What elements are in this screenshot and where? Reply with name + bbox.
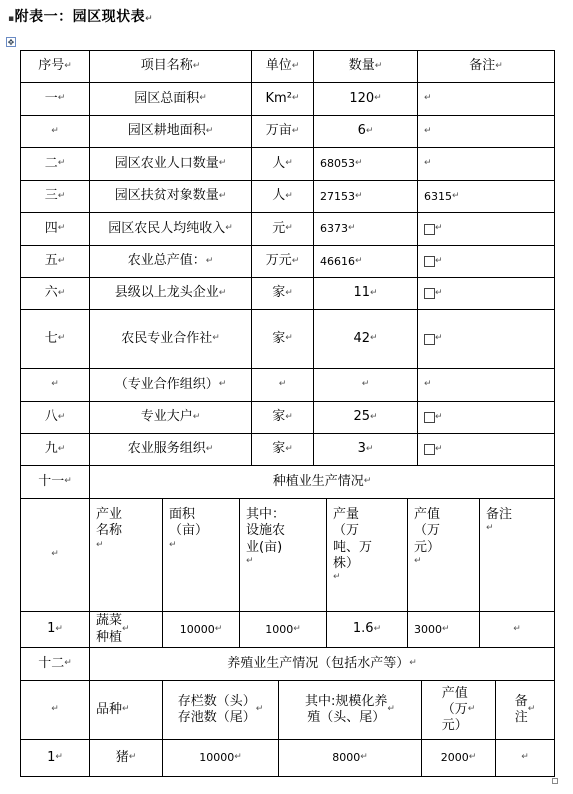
row-no-text: 六	[44, 285, 58, 301]
paragraph-mark-icon: ↵	[51, 549, 59, 560]
title-text: 附表一：园区现状表	[14, 9, 146, 25]
row-item-name	[89, 433, 252, 466]
planting-header-note	[479, 498, 555, 612]
row-item-name-text: 农业总产值：	[127, 253, 206, 269]
breeding-header-stock-line: 存栏数（头）	[177, 693, 256, 709]
paragraph-mark-icon: ↵	[293, 623, 301, 634]
row-no-text: 一	[44, 90, 58, 106]
row-quantity	[313, 212, 418, 246]
row-quantity	[313, 115, 418, 148]
header-item-name-text: 项目名称	[140, 58, 193, 74]
section-breeding-title	[89, 647, 555, 681]
row-item-name-text: 园区扶贫对象数量	[114, 188, 219, 204]
breeding-header-scale-line: 殖（头、尾）	[307, 710, 386, 725]
row-unit	[251, 115, 314, 148]
planting-header-area-line: （亩）	[169, 523, 209, 539]
row-item-name-text: （专业合作组织）	[114, 376, 219, 392]
paragraph-mark-icon: ↵	[360, 752, 368, 763]
breeding-header-note	[495, 680, 555, 740]
breeding-row-value	[421, 739, 496, 777]
planting-header-output-line: （万	[333, 523, 360, 539]
breeding-header-note-text	[515, 694, 528, 727]
paragraph-mark-icon: ↵	[218, 379, 227, 390]
planting-header-note-line: 备注	[486, 507, 513, 522]
table-move-handle-icon[interactable]: ✥	[7, 38, 15, 47]
planting-header-facility-line: 设施农	[246, 523, 286, 539]
paragraph-mark-icon: ↵	[355, 190, 363, 201]
breeding-row-scale	[278, 739, 422, 777]
row-quantity-text: 120	[349, 90, 375, 106]
row-unit-text: 家	[272, 441, 286, 457]
header-unit-text: 单位	[265, 58, 292, 74]
paragraph-mark-icon: ↵	[374, 60, 383, 71]
planting-row-industry-text	[96, 613, 122, 646]
planting-header-output	[326, 498, 408, 612]
row-no-text: 五	[44, 253, 58, 269]
row-unit-text: 家	[272, 285, 286, 301]
planting-row-facility-text: 1000	[265, 622, 294, 636]
breeding-row-scale-text: 8000	[332, 751, 361, 765]
paragraph-mark-icon: ↵	[214, 623, 223, 634]
paragraph-mark-icon: ↵	[374, 93, 382, 104]
paragraph-mark-icon: ↵	[246, 555, 254, 566]
row-note	[417, 180, 555, 213]
planting-header-value-line: （万	[414, 523, 441, 539]
paragraph-mark-icon: ↵	[285, 411, 293, 422]
row-no	[20, 433, 90, 466]
paragraph-mark-icon: ↵	[365, 125, 374, 136]
breeding-header-value-line: （万	[441, 701, 468, 717]
planting-header-industry	[89, 498, 163, 612]
paragraph-mark-icon: ↵	[435, 333, 443, 344]
paragraph-mark-icon: ↵	[64, 476, 72, 487]
row-note	[417, 433, 555, 466]
row-item-name	[89, 309, 252, 369]
header-note-text: 备注	[469, 58, 496, 74]
breeding-header-note-line: 备	[514, 693, 528, 709]
row-no	[20, 368, 90, 402]
row-item-name	[89, 368, 252, 402]
paragraph-mark-icon: ↵	[333, 572, 341, 582]
breeding-header-stock-text	[178, 694, 256, 727]
paragraph-mark-icon: ↵	[285, 190, 293, 201]
paragraph-mark-icon: ↵	[199, 93, 207, 104]
row-quantity-text: 68053	[320, 157, 355, 171]
planting-header-industry-line: 产业	[96, 507, 123, 522]
paragraph-mark-icon: ↵	[192, 60, 201, 71]
row-unit	[251, 401, 314, 434]
paragraph-mark-icon: ↵	[363, 476, 372, 487]
planting-header-area-text	[169, 507, 208, 540]
row-unit-text: 元	[272, 220, 286, 236]
paragraph-mark-icon: ↵	[51, 379, 59, 390]
row-unit	[251, 277, 314, 310]
row-quantity	[313, 277, 418, 310]
row-quantity	[313, 368, 418, 402]
planting-row-industry	[89, 611, 163, 648]
paragraph-mark-icon: ↵	[205, 125, 214, 136]
paragraph-mark-icon: ↵	[205, 255, 214, 266]
row-unit	[251, 368, 314, 402]
row-note	[417, 147, 555, 181]
paragraph-mark-icon: ↵	[291, 125, 300, 136]
breeding-row-no-text: 1	[47, 749, 56, 765]
breeding-row-stock	[162, 739, 279, 777]
paragraph-mark-icon: ↵	[218, 190, 227, 201]
paragraph-mark-icon: ↵	[57, 333, 66, 344]
paragraph-mark-icon: ↵	[435, 443, 443, 454]
row-no	[20, 147, 90, 181]
breeding-header-kind-line: 品种	[96, 701, 123, 717]
paragraph-mark-icon: ↵	[64, 658, 72, 669]
paragraph-mark-icon: ↵	[424, 125, 432, 136]
planting-header-value-line: 元）	[414, 539, 441, 555]
row-note	[417, 212, 555, 246]
header-note	[417, 50, 555, 83]
breeding-header-note-line: 注	[514, 710, 528, 725]
planting-header-facility-line: 业(亩)	[246, 539, 283, 555]
section-breeding-no	[20, 647, 90, 681]
row-unit	[251, 309, 314, 369]
row-item-name	[89, 180, 252, 213]
breeding-header-stock	[162, 680, 279, 740]
row-no	[20, 115, 90, 148]
paragraph-mark-icon: ↵	[373, 623, 382, 634]
breeding-header-scale-text	[305, 694, 387, 727]
row-item-name	[89, 212, 252, 246]
row-item-name-text: 县级以上龙头企业	[114, 285, 219, 301]
breeding-header-stock-line: 存池数（尾）	[177, 710, 256, 725]
row-quantity-text: 27153	[320, 189, 355, 203]
checkbox-icon	[424, 412, 435, 423]
paragraph-mark-icon: ↵	[409, 658, 417, 669]
paragraph-mark-icon: ↵	[51, 704, 59, 715]
section-breeding-title-text: 养殖业生产情况（包括水产等）	[227, 655, 410, 671]
row-quantity	[313, 180, 418, 213]
row-item-name-text: 专业大户	[140, 409, 193, 425]
paragraph-mark-icon: ↵	[234, 752, 242, 763]
paragraph-mark-icon: ↵	[51, 125, 59, 136]
row-quantity-text: 6	[357, 123, 366, 139]
row-quantity	[313, 82, 418, 116]
planting-row-value	[407, 611, 480, 648]
paragraph-mark-icon: ↵	[285, 443, 293, 454]
paragraph-mark-icon: ↵	[64, 60, 72, 71]
paragraph-mark-icon: ↵	[365, 443, 374, 454]
paragraph-mark-icon: ↵	[424, 93, 432, 104]
table-resize-handle-icon[interactable]	[552, 778, 558, 784]
row-quantity	[313, 309, 418, 369]
row-unit	[251, 212, 314, 246]
planting-header-facility	[239, 498, 327, 612]
paragraph-mark-icon: ↵	[513, 623, 521, 634]
row-note	[417, 401, 555, 434]
planting-header-value-text	[414, 507, 440, 556]
row-no-text: 三	[44, 188, 58, 204]
planting-row-output-text: 1.6	[352, 621, 374, 637]
paragraph-mark-icon: ↵	[57, 93, 66, 104]
paragraph-mark-icon: ↵	[495, 60, 503, 71]
row-item-name	[89, 277, 252, 310]
paragraph-mark-icon: ↵	[370, 411, 378, 422]
row-item-name	[89, 82, 252, 116]
paragraph-mark-icon: ↵	[122, 704, 130, 715]
planting-row-note	[479, 611, 555, 648]
planting-header-facility-line: 其中：	[246, 507, 286, 522]
planting-header-output-line: 株）	[333, 555, 360, 571]
planting-header-industry-text	[96, 507, 122, 540]
row-item-name-text: 园区农民人均纯收入	[108, 220, 226, 236]
paragraph-mark-icon: ↵	[57, 223, 66, 234]
checkbox-icon	[424, 224, 435, 235]
breeding-header-seq	[20, 680, 90, 740]
paragraph-mark-icon: ↵	[57, 443, 66, 454]
paragraph-mark-icon: ↵	[291, 93, 300, 104]
paragraph-mark-icon: ↵	[486, 523, 494, 534]
paragraph-mark-icon: ↵	[435, 223, 443, 234]
row-quantity-text: 42	[353, 330, 370, 346]
planting-row-industry-line: 蔬菜	[96, 613, 123, 629]
paragraph-mark-icon: ↵	[387, 704, 395, 715]
breeding-header-kind	[89, 680, 163, 740]
paragraph-mark-icon: ↵	[278, 379, 287, 390]
breeding-row-value-text: 2000	[440, 751, 469, 765]
section-planting-title-text: 种植业生产情况	[272, 473, 364, 489]
row-unit-text: 万亩	[265, 123, 292, 139]
paragraph-mark-icon: ↵	[348, 223, 356, 234]
planting-header-output-line: 产量	[333, 507, 360, 522]
row-unit-text: 人	[272, 188, 286, 204]
row-item-name	[89, 115, 252, 148]
row-quantity	[313, 433, 418, 466]
section-breeding-no-text: 十二	[38, 655, 65, 671]
breeding-header-value	[421, 680, 496, 740]
section-planting-title	[89, 465, 555, 499]
row-no-text: 二	[44, 155, 58, 171]
paragraph-mark-icon: ↵	[212, 333, 220, 344]
paragraph-mark-icon: ↵	[225, 223, 233, 234]
planting-header-output-line: 吨、万	[333, 539, 373, 555]
paragraph-mark-icon: ↵	[452, 190, 460, 201]
page-title	[8, 6, 153, 26]
planting-row-area	[162, 611, 240, 648]
paragraph-mark-icon: ↵	[57, 190, 66, 201]
planting-row-area-text: 10000	[179, 622, 215, 636]
row-unit-text: 万元	[265, 253, 292, 269]
header-item-name	[89, 50, 252, 83]
paragraph-mark-icon: ↵	[527, 704, 536, 715]
row-unit	[251, 82, 314, 116]
paragraph-mark-icon: ↵	[435, 287, 443, 298]
row-unit-text: Km²	[265, 90, 292, 106]
row-item-name-text: 农民专业合作社	[121, 330, 213, 346]
row-item-name-text: 园区农业人口数量	[114, 155, 219, 171]
paragraph-mark-icon: ↵	[285, 333, 293, 344]
planting-header-area	[162, 498, 240, 612]
row-no-text: 七	[44, 330, 58, 346]
header-quantity-text: 数量	[348, 58, 375, 74]
planting-header-seq	[20, 498, 90, 612]
paragraph-mark-icon: ↵	[169, 539, 177, 550]
paragraph-mark-icon: ↵	[128, 752, 137, 763]
paragraph-mark-icon: ↵	[285, 287, 293, 298]
paragraph-mark-icon: ↵	[355, 158, 363, 169]
breeding-header-scale	[278, 680, 422, 740]
row-unit	[251, 433, 314, 466]
paragraph-mark-icon: ↵	[57, 411, 66, 422]
checkbox-icon	[424, 288, 435, 299]
planting-row-no	[20, 611, 90, 648]
planting-header-industry-line: 名称	[96, 523, 123, 539]
row-item-name	[89, 401, 252, 434]
row-note	[417, 115, 555, 148]
row-note	[417, 245, 555, 278]
checkbox-icon	[424, 256, 435, 267]
paragraph-mark-icon: ↵	[370, 287, 378, 298]
row-no	[20, 212, 90, 246]
paragraph-mark-icon: ↵	[468, 752, 477, 763]
paragraph-mark-icon: ↵	[57, 255, 66, 266]
planting-row-output	[326, 611, 408, 648]
row-quantity-text: 46616	[320, 254, 355, 268]
planting-row-industry-line: 种植	[96, 629, 123, 645]
header-seq	[20, 50, 90, 83]
breeding-header-value-line: 元）	[441, 718, 468, 734]
row-no	[20, 245, 90, 278]
planting-row-facility	[239, 611, 327, 648]
bullet-mark: ▪	[8, 14, 15, 24]
row-no	[20, 309, 90, 369]
row-note	[417, 82, 555, 116]
section-planting-no-text: 十一	[38, 473, 65, 489]
paragraph-mark-icon: ↵	[57, 158, 66, 169]
breeding-row-no	[20, 739, 90, 777]
row-item-name	[89, 245, 252, 278]
row-item-name-text: 农业服务组织	[127, 441, 206, 457]
paragraph-mark-icon: ↵	[218, 158, 227, 169]
breeding-row-note	[495, 739, 555, 777]
planting-header-area-line: 面积	[169, 507, 196, 522]
breeding-row-kind-text: 猪	[115, 749, 129, 765]
row-note	[417, 309, 555, 369]
paragraph-mark-icon: ↵	[355, 255, 363, 266]
row-item-name-text: 园区总面积	[134, 90, 200, 106]
checkbox-icon	[424, 444, 435, 455]
section-planting-no	[20, 465, 90, 499]
row-note	[417, 368, 555, 402]
paragraph-mark-icon: ↵	[145, 14, 154, 24]
paragraph-mark-icon: ↵	[291, 60, 300, 71]
header-quantity	[313, 50, 418, 83]
paragraph-mark-icon: ↵	[467, 704, 476, 715]
breeding-header-value-text	[442, 686, 468, 735]
row-item-name-text: 园区耕地面积	[127, 123, 206, 139]
row-no	[20, 277, 90, 310]
paragraph-mark-icon: ↵	[55, 752, 63, 763]
row-quantity	[313, 147, 418, 181]
planting-row-value-text: 3000	[414, 622, 442, 636]
paragraph-mark-icon: ↵	[521, 752, 529, 763]
planting-header-value	[407, 498, 480, 612]
paragraph-mark-icon: ↵	[285, 158, 293, 169]
row-no-text: 八	[44, 409, 58, 425]
paragraph-mark-icon: ↵	[424, 379, 432, 390]
paragraph-mark-icon: ↵	[291, 255, 300, 266]
paragraph-mark-icon: ↵	[435, 255, 443, 266]
paragraph-mark-icon: ↵	[442, 623, 450, 634]
row-no-text: 九	[44, 441, 58, 457]
checkbox-icon	[424, 334, 435, 345]
paragraph-mark-icon: ↵	[255, 704, 264, 715]
row-no-text: 四	[44, 220, 58, 236]
paragraph-mark-icon: ↵	[57, 287, 66, 298]
row-quantity-text: 11	[353, 285, 370, 301]
row-quantity	[313, 245, 418, 278]
row-quantity-text: 6373	[320, 222, 348, 236]
header-seq-text: 序号	[38, 58, 65, 74]
paragraph-mark-icon: ↵	[55, 623, 63, 634]
paragraph-mark-icon: ↵	[192, 411, 201, 422]
row-no	[20, 401, 90, 434]
row-quantity-text: 3	[357, 441, 366, 457]
planting-header-value-line: 产值	[414, 507, 441, 522]
paragraph-mark-icon: ↵	[435, 411, 443, 422]
row-unit	[251, 147, 314, 181]
row-unit-text: 家	[272, 409, 286, 425]
row-quantity-text: 25	[353, 409, 370, 425]
row-item-name	[89, 147, 252, 181]
row-quantity	[313, 401, 418, 434]
row-no	[20, 82, 90, 116]
header-unit	[251, 50, 314, 83]
breeding-header-kind-text	[96, 702, 122, 718]
row-unit	[251, 180, 314, 213]
row-unit-text: 人	[272, 155, 286, 171]
breeding-header-value-line: 产值	[441, 685, 468, 701]
planting-header-output-text	[333, 507, 372, 572]
paragraph-mark-icon: ↵	[218, 287, 227, 298]
paragraph-mark-icon: ↵	[285, 223, 293, 234]
paragraph-mark-icon: ↵	[370, 333, 378, 344]
breeding-row-stock-text: 10000	[199, 751, 235, 765]
breeding-row-kind	[89, 739, 163, 777]
row-note	[417, 277, 555, 310]
paragraph-mark-icon: ↵	[96, 539, 104, 550]
row-unit	[251, 245, 314, 278]
row-unit-text: 家	[272, 330, 286, 346]
paragraph-mark-icon: ↵	[205, 443, 214, 454]
paragraph-mark-icon: ↵	[414, 555, 422, 566]
planting-row-no-text: 1	[47, 621, 56, 637]
row-note-text: 6315	[424, 189, 452, 203]
paragraph-mark-icon: ↵	[424, 158, 432, 169]
row-no	[20, 180, 90, 213]
paragraph-mark-icon: ↵	[361, 379, 370, 390]
breeding-header-scale-line: 其中:规模化养	[305, 693, 388, 709]
planting-header-facility-text	[246, 507, 285, 556]
paragraph-mark-icon: ↵	[122, 623, 130, 634]
planting-header-note-text	[486, 507, 512, 523]
